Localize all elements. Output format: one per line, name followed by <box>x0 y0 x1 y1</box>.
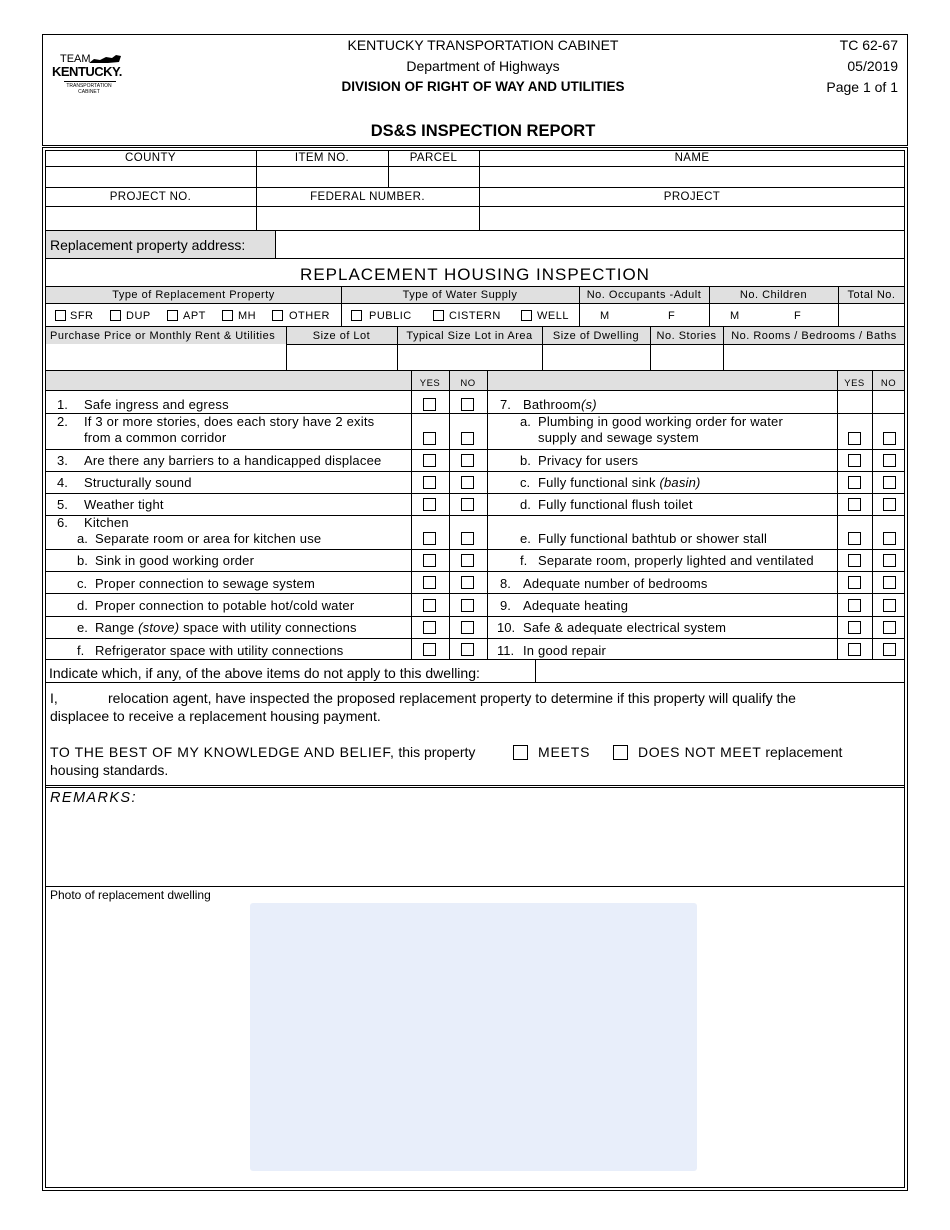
item-6c-yes-checkbox[interactable] <box>423 576 436 589</box>
item-7c-line <box>538 475 701 490</box>
item-7c-num: c. <box>520 475 531 490</box>
item-9-yes-checkbox[interactable] <box>848 599 861 612</box>
item-6f-no-checkbox[interactable] <box>461 643 474 656</box>
yes-header-right: YES <box>844 378 865 389</box>
item-6f-text: Refrigerator space with utility connections <box>95 643 344 658</box>
item-7b-num: b. <box>520 453 531 468</box>
item-no-field[interactable] <box>257 167 387 186</box>
name-label: NAME <box>674 152 710 164</box>
apt-checkbox[interactable] <box>167 310 178 321</box>
item-8-yes-checkbox[interactable] <box>848 576 861 589</box>
item-7c-text: Fully functional sink <box>538 475 656 490</box>
occupants-adult-label: No. Occupants -Adult <box>586 289 702 301</box>
item-6e-text: Range <box>95 620 135 635</box>
remarks-field[interactable] <box>46 808 904 885</box>
item-3-num: 3. <box>57 453 68 468</box>
agent-name-field[interactable] <box>62 688 106 706</box>
item-11-text: In good repair <box>523 643 607 658</box>
item-11-no-checkbox[interactable] <box>883 643 896 656</box>
item-10-num: 10. <box>497 620 516 635</box>
item-6d-text: Proper connection to potable hot/cold water <box>95 598 355 613</box>
item-7a-yes-checkbox[interactable] <box>848 432 861 445</box>
item-3-no-checkbox[interactable] <box>461 454 474 467</box>
mh-label: MH <box>238 310 257 322</box>
item-6c-text: Proper connection to sewage system <box>95 576 315 591</box>
item-9-no-checkbox[interactable] <box>883 599 896 612</box>
item-2-num: 2. <box>57 414 68 429</box>
team-kentucky-logo <box>52 54 126 94</box>
total-no-label: Total No. <box>847 289 896 301</box>
children-m-label: M <box>730 310 740 322</box>
item-5-no-checkbox[interactable] <box>461 498 474 511</box>
item-4-text: Structurally sound <box>84 475 192 490</box>
no-header-right: NO <box>880 378 897 389</box>
item-7f-yes-checkbox[interactable] <box>848 554 861 567</box>
certification-i: I, <box>50 690 58 706</box>
item-7c-no-checkbox[interactable] <box>883 476 896 489</box>
item-6b-num: b. <box>77 553 88 568</box>
item-7-num: 7. <box>500 397 511 412</box>
other-checkbox[interactable] <box>272 310 283 321</box>
item-no-label: ITEM NO. <box>294 152 350 164</box>
item-2-text-2: from a common corridor <box>84 430 227 445</box>
item-10-yes-checkbox[interactable] <box>848 621 861 634</box>
project-label: PROJECT <box>663 191 721 203</box>
federal-number-field[interactable] <box>257 207 478 229</box>
item-7a-no-checkbox[interactable] <box>883 432 896 445</box>
children-f-label: F <box>794 310 802 322</box>
type-property-label: Type of Replacement Property <box>112 289 275 301</box>
item-6d-num: d. <box>77 598 88 613</box>
does-not-meet-label: DOES NOT MEET <box>638 744 762 760</box>
item-6e-italic: (stove) <box>138 620 180 635</box>
public-checkbox[interactable] <box>351 310 362 321</box>
item-1-no-checkbox[interactable] <box>461 398 474 411</box>
item-4-no-checkbox[interactable] <box>461 476 474 489</box>
parcel-field[interactable] <box>389 167 478 186</box>
item-7c-italic: (basin) <box>659 475 701 490</box>
item-6f-num: f. <box>77 643 85 658</box>
item-6b-yes-checkbox[interactable] <box>423 554 436 567</box>
item-7d-yes-checkbox[interactable] <box>848 498 861 511</box>
department-name: Department of Highways <box>406 58 560 74</box>
does-not-meet-line <box>638 744 842 760</box>
item-5-text: Weather tight <box>84 497 164 512</box>
item-2-no-checkbox[interactable] <box>461 432 474 445</box>
item-6a-num: a. <box>77 531 88 546</box>
item-7f-no-checkbox[interactable] <box>883 554 896 567</box>
item-7d-no-checkbox[interactable] <box>883 498 896 511</box>
sfr-label: SFR <box>70 310 94 322</box>
item-6b-text: Sink in good working order <box>95 553 255 568</box>
type-water-label: Type of Water Supply <box>402 289 518 301</box>
item-8-text: Adequate number of bedrooms <box>523 576 708 591</box>
item-1-yes-checkbox[interactable] <box>423 398 436 411</box>
housing-standards-text: housing standards. <box>50 762 169 778</box>
item-8-no-checkbox[interactable] <box>883 576 896 589</box>
replacement-address-field[interactable] <box>277 231 904 257</box>
county-field[interactable] <box>46 167 255 186</box>
item-6a-text: Separate room or area for kitchen use <box>95 531 322 546</box>
dup-checkbox[interactable] <box>110 310 121 321</box>
purchase-price-label: Purchase Price or Monthly Rent & Utilities <box>50 330 276 342</box>
item-6-text: Kitchen <box>84 515 129 530</box>
cistern-checkbox[interactable] <box>433 310 444 321</box>
item-7a-text: Plumbing in good working order for water <box>538 414 784 429</box>
item-9-text: Adequate heating <box>523 598 629 613</box>
typical-size-lot-label: Typical Size Lot in Area <box>406 330 533 342</box>
sfr-checkbox[interactable] <box>55 310 66 321</box>
item-6e-no-checkbox[interactable] <box>461 621 474 634</box>
no-header-left: NO <box>460 378 476 389</box>
size-lot-label: Size of Lot <box>312 330 371 342</box>
apt-label: APT <box>183 310 206 322</box>
this-property-text: this property <box>398 744 476 760</box>
replacement-address-label: Replacement property address: <box>50 237 246 253</box>
other-label: OTHER <box>289 310 330 322</box>
well-label: WELL <box>537 310 569 322</box>
replacement-text: replacement <box>765 744 843 760</box>
logo-team: TEAM <box>60 53 91 65</box>
item-1-num: 1. <box>57 397 68 412</box>
no-children-label: No. Children <box>739 289 808 301</box>
meets-label: MEETS <box>538 744 591 760</box>
county-label: COUNTY <box>125 152 176 164</box>
item-8-num: 8. <box>500 576 511 591</box>
yes-header-left: YES <box>419 378 441 389</box>
item-6e-line <box>95 620 357 635</box>
mh-checkbox[interactable] <box>222 310 233 321</box>
item-6f-yes-checkbox[interactable] <box>423 643 436 656</box>
item-5-num: 5. <box>57 497 68 512</box>
item-4-yes-checkbox[interactable] <box>423 476 436 489</box>
project-no-field[interactable] <box>46 207 255 229</box>
project-no-label: PROJECT NO. <box>109 191 192 203</box>
dup-label: DUP <box>126 310 151 322</box>
item-7d-text: Fully functional flush toilet <box>538 497 693 512</box>
item-2-text: If 3 or more stories, does each story have 2 exits <box>84 414 375 429</box>
item-7e-no-checkbox[interactable] <box>883 532 896 545</box>
item-6c-no-checkbox[interactable] <box>461 576 474 589</box>
indicate-field[interactable] <box>537 660 904 681</box>
item-6e-yes-checkbox[interactable] <box>423 621 436 634</box>
form-date: 05/2019 <box>847 58 898 74</box>
item-11-num: 11. <box>497 643 515 658</box>
item-7e-yes-checkbox[interactable] <box>848 532 861 545</box>
item-9-num: 9. <box>500 598 511 613</box>
agency-name: KENTUCKY TRANSPORTATION CABINET <box>347 37 619 53</box>
item-2-yes-checkbox[interactable] <box>423 432 436 445</box>
form-number: TC 62-67 <box>839 37 898 53</box>
item-6d-yes-checkbox[interactable] <box>423 599 436 612</box>
item-6-num: 6. <box>57 515 68 530</box>
item-1-text: Safe ingress and egress <box>84 397 229 412</box>
replacement-dwelling-photo[interactable] <box>250 903 697 1171</box>
item-7-line <box>523 397 597 412</box>
item-3-text: Are there any barriers to a handicapped displacee <box>84 453 382 468</box>
logo-cabinet: TRANSPORTATION CABINET <box>66 83 112 95</box>
knowledge-line <box>50 744 475 760</box>
item-7e-text: Fully functional bathtub or shower stall <box>538 531 768 546</box>
item-7c-yes-checkbox[interactable] <box>848 476 861 489</box>
item-7f-text: Separate room, properly lighted and ventilated <box>538 553 814 568</box>
page-number: Page 1 of 1 <box>826 79 898 95</box>
item-10-text: Safe & adequate electrical system <box>523 620 727 635</box>
item-7b-text: Privacy for users <box>538 453 639 468</box>
federal-number-label: FEDERAL NUMBER. <box>310 191 425 203</box>
adult-f-label: F <box>668 310 676 322</box>
item-7a-num: a. <box>520 414 531 429</box>
page-title: DS&S INSPECTION REPORT <box>370 122 596 140</box>
knowledge-caps: TO THE BEST OF MY KNOWLEDGE AND BELIEF, <box>50 744 395 760</box>
division-name: DIVISION OF RIGHT OF WAY AND UTILITIES <box>341 79 625 94</box>
adult-m-label: M <box>600 310 610 322</box>
item-6c-num: c. <box>77 576 88 591</box>
item-7d-num: d. <box>520 497 531 512</box>
total-no-field[interactable] <box>839 304 904 325</box>
indicate-label: Indicate which, if any, of the above items do not apply to this dwelling: <box>49 665 480 681</box>
remarks-label: REMARKS: <box>50 790 137 806</box>
item-6a-no-checkbox[interactable] <box>461 532 474 545</box>
item-6a-yes-checkbox[interactable] <box>423 532 436 545</box>
parcel-label: PARCEL <box>409 152 458 164</box>
item-7f-num: f. <box>520 553 528 568</box>
item-5-yes-checkbox[interactable] <box>423 498 436 511</box>
meets-checkbox[interactable] <box>513 745 528 760</box>
item-10-no-checkbox[interactable] <box>883 621 896 634</box>
project-field[interactable] <box>480 207 904 229</box>
certification-line-1: relocation agent, have inspected the proposed replacement property to determine if this property will qualify the <box>108 690 796 706</box>
item-7-italic: (s) <box>580 397 597 412</box>
no-rooms-label: No. Rooms / Bedrooms / Baths <box>731 330 897 342</box>
item-3-yes-checkbox[interactable] <box>423 454 436 467</box>
item-7-text: Bathroom <box>523 397 581 412</box>
item-6b-no-checkbox[interactable] <box>461 554 474 567</box>
item-4-num: 4. <box>57 475 68 490</box>
item-7e-num: e. <box>520 531 531 546</box>
public-label: PUBLIC <box>369 310 412 322</box>
no-stories-label: No. Stories <box>656 330 717 342</box>
item-6e-rest: space with utility connections <box>183 620 357 635</box>
certification-line-2: displacee to receive a replacement housing payment. <box>50 708 381 724</box>
logo-kentucky: KENTUCKY. <box>52 64 122 79</box>
cistern-label: CISTERN <box>449 310 501 322</box>
item-11-yes-checkbox[interactable] <box>848 643 861 656</box>
size-dwelling-label: Size of Dwelling <box>552 330 640 342</box>
name-field[interactable] <box>480 167 904 186</box>
photo-label: Photo of replacement dwelling <box>50 888 211 902</box>
item-6d-no-checkbox[interactable] <box>461 599 474 612</box>
item-6e-num: e. <box>77 620 88 635</box>
item-7a-text-2: supply and sewage system <box>538 430 699 445</box>
inspection-title: REPLACEMENT HOUSING INSPECTION <box>300 265 650 284</box>
kentucky-state-icon <box>88 54 122 64</box>
item-7b-yes-checkbox[interactable] <box>848 454 861 467</box>
does-not-meet-checkbox[interactable] <box>613 745 628 760</box>
item-7b-no-checkbox[interactable] <box>883 454 896 467</box>
well-checkbox[interactable] <box>521 310 532 321</box>
